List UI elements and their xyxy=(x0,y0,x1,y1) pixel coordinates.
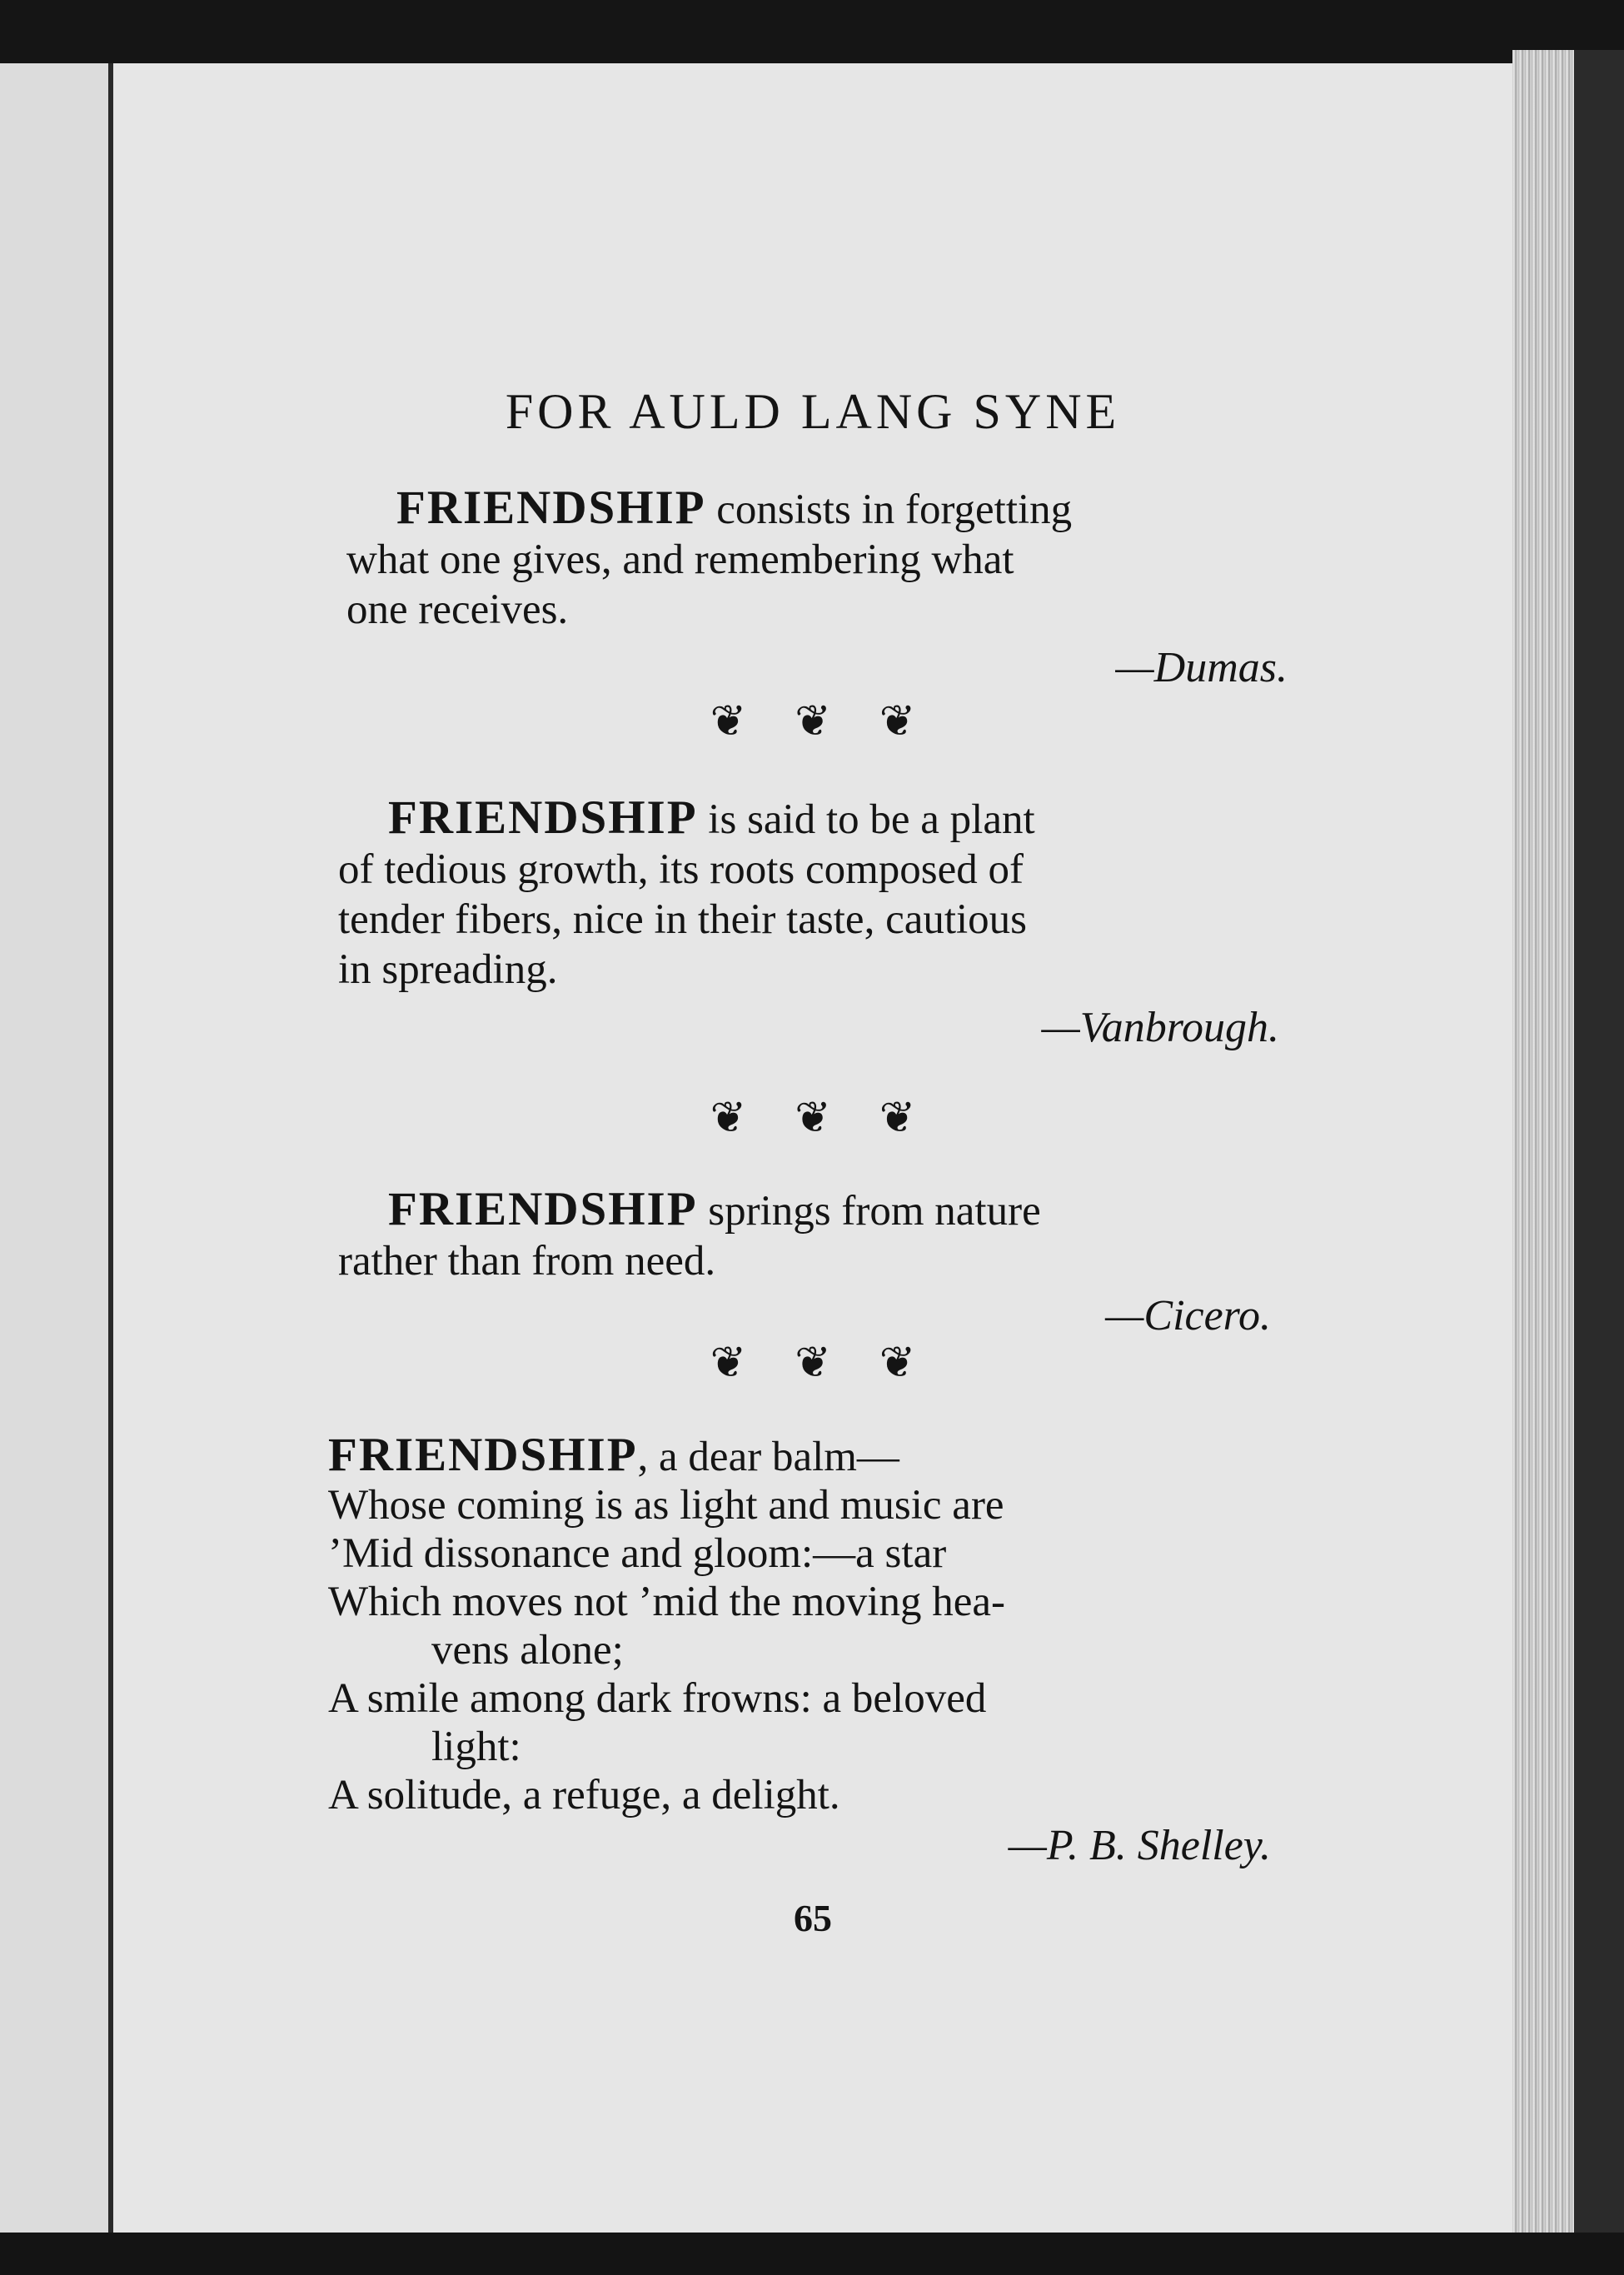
ornament-divider: ❦❦❦ xyxy=(710,1095,964,1142)
quote-shelley xyxy=(328,1431,1353,1819)
quote-lead-word: FRIENDSHIP xyxy=(328,1429,638,1481)
verse-line: Whose coming is as light and music are xyxy=(328,1482,1004,1529)
quote-text: is said to be a plant xyxy=(708,796,1035,843)
quote-first-line xyxy=(338,793,1346,845)
page-stack-edge xyxy=(1512,50,1574,2241)
verse-line: A smile among dark frowns: a beloved xyxy=(328,1675,987,1722)
book-page xyxy=(113,63,1512,2233)
quote-first-line xyxy=(338,1185,1346,1236)
ornament-divider: ❦❦❦ xyxy=(710,1340,964,1387)
verse-text: , a dear balm— xyxy=(637,1434,899,1480)
quote-first-line xyxy=(346,483,1354,535)
quote-text: in spreading. xyxy=(338,946,558,993)
quote-vanbrough xyxy=(338,793,1346,995)
verse-line: A solitude, a refuge, a delight. xyxy=(328,1772,840,1819)
quote-text: one receives. xyxy=(346,586,569,633)
quote-text: rather than from need. xyxy=(338,1238,716,1285)
quote-author: —Dumas. xyxy=(1115,644,1288,691)
quote-lead-word: FRIENDSHIP xyxy=(388,1183,698,1235)
page-number: 65 xyxy=(794,1897,832,1939)
quote-text: what one gives, and remembering what xyxy=(346,536,1014,583)
page-title: FOR AULD LANG SYNE xyxy=(505,384,1121,439)
quote-text: tender fibers, nice in their taste, cautious xyxy=(338,896,1028,943)
verse-line: vens alone; xyxy=(431,1627,624,1674)
verse-first-line xyxy=(328,1431,1353,1481)
quote-cicero xyxy=(338,1185,1346,1286)
quote-author: —P. B. Shelley. xyxy=(1008,1822,1271,1869)
scan-border-top xyxy=(0,0,1624,63)
quote-author: —Vanbrough. xyxy=(1041,1004,1279,1051)
quote-dumas xyxy=(346,483,1354,635)
quote-text: of tedious growth, its roots composed of xyxy=(338,846,1024,893)
verse-line: Which moves not ’mid the moving hea- xyxy=(328,1579,1005,1625)
quote-lead-word: FRIENDSHIP xyxy=(396,481,706,534)
ornament-divider: ❦❦❦ xyxy=(710,698,964,746)
scan-border-bottom xyxy=(0,2233,1624,2275)
scan-border-right xyxy=(1574,50,1624,2241)
quote-text: springs from nature xyxy=(708,1188,1041,1235)
quote-author: —Cicero. xyxy=(1105,1292,1271,1340)
verse-line: ’Mid dissonance and gloom:—a star xyxy=(328,1530,947,1577)
facing-page-edge xyxy=(0,63,108,2233)
quote-lead-word: FRIENDSHIP xyxy=(388,791,698,844)
verse-line: light: xyxy=(431,1724,521,1770)
quote-text: consists in forgetting xyxy=(716,486,1073,533)
